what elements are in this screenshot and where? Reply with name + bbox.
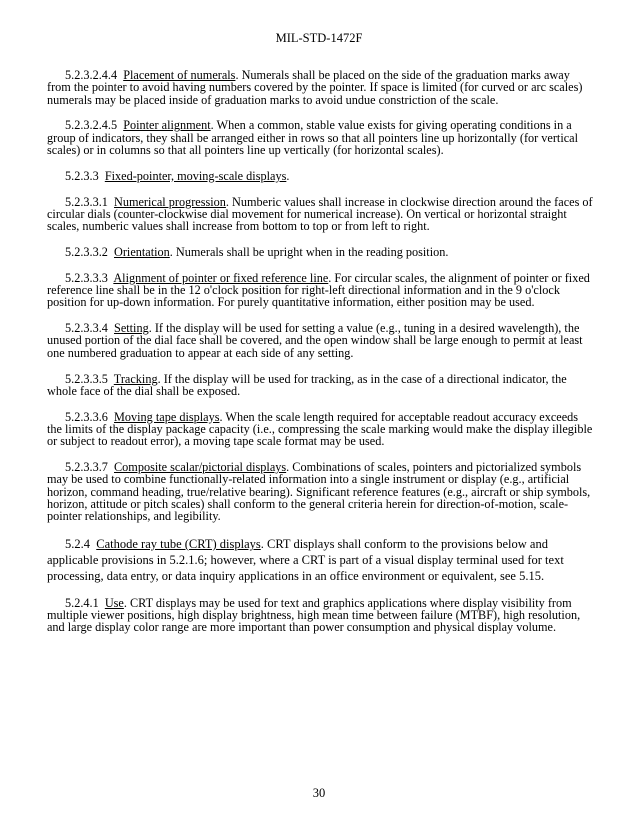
paragraph-5-2-3-3-6 — [47, 411, 593, 448]
section-text: . If the display will be used for tracking, as in the case of a directional indicator, the whole face of the dial shall be exposed. — [47, 371, 567, 398]
section-number: 5.2.3.2.4.4 — [65, 68, 118, 82]
document-body — [47, 69, 593, 647]
section-text: . Combinations of scales, pointers and pictorialized symbols may be used to combine functionally-related information into a single instrument or display (e.g., artificial horizon, command heading, true/relative bearing). Significant reference features (e.g., aircraft or ship symbols, horizon, attitude or pitch scales) shall conform to the general criteria herein for direction-of-motion, scale-pointer relationships, and legibility. — [47, 460, 591, 524]
section-text: . Numerals shall be upright when in the reading position. — [169, 244, 449, 259]
page-number: 30 — [312, 786, 326, 800]
section-heading: Pointer alignment — [123, 118, 211, 133]
paragraph-5-2-3-3-2 — [47, 246, 593, 258]
section-number: 5.2.3.3.6 — [65, 409, 108, 424]
paragraph-5-2-3-3-1 — [47, 196, 593, 233]
section-text: . For circular scales, the alignment of pointer or fixed reference line shall be in the 12 o'clock position for right-left directional information and in the 9 o'clock position for up-down information. For purely quantitative information, either position may be used. — [47, 270, 590, 310]
section-number: 5.2.3.3.5 — [65, 371, 108, 386]
section-number: 5.2.3.3.2 — [65, 244, 108, 259]
paragraph-5-2-3-3-5 — [47, 373, 593, 398]
paragraph-5-2-3-3-7 — [47, 461, 593, 522]
section-heading: Moving tape displays — [114, 409, 220, 424]
section-text: . CRT displays may be used for text and graphics applications where display visibility from multiple viewer positions, high display brightness, high mean time between failure (MTBF), high resolution, and large display color range are more important than power consumption and physical display volume. — [47, 595, 581, 635]
section-heading: Composite scalar/pictorial displays — [114, 460, 287, 475]
document-header: MIL-STD-1472F — [275, 31, 363, 45]
section-heading: Numerical progression — [114, 194, 226, 209]
section-number: 5.2.3.3.3 — [65, 270, 108, 285]
section-heading: Cathode ray tube (CRT) displays — [96, 537, 261, 552]
section-number: 5.2.3.3.4 — [65, 321, 108, 336]
paragraph-5-2-3-3 — [47, 170, 593, 182]
paragraph-5-2-4-1 — [47, 597, 593, 634]
section-heading: Placement of numerals — [123, 68, 236, 82]
section-number: 5.2.4.1 — [65, 595, 99, 610]
section-heading: Tracking — [113, 371, 158, 386]
section-number: 5.2.3.2.4.5 — [65, 118, 118, 133]
section-number: 5.2.3.3 — [65, 168, 99, 183]
section-text: . If the display will be used for setting a value (e.g., tuning in a desired wavelength), the unused portion of the dial face shall be covered, and the open window shall be large enough to permit at least one numbered graduation to appear at each side of any setting. — [47, 321, 583, 360]
section-number: 5.2.3.3.7 — [65, 460, 108, 475]
paragraph-5-2-3-2-4-4 — [47, 69, 593, 106]
section-heading: Alignment of pointer or fixed reference line — [113, 270, 329, 285]
section-text: . Numberic values shall increase in clockwise direction around the faces of circular dials (counter-clockwise dial movement for numerical increase). On vertical or horizontal straight scales, numberic values shall increase from bottom to top or from left to right. — [47, 194, 593, 234]
paragraph-5-2-3-3-4 — [47, 322, 593, 359]
section-number: 5.2.4 — [65, 537, 90, 552]
section-number: 5.2.3.3.1 — [65, 194, 108, 209]
section-text: . Numerals shall be placed on the side of the graduation marks away from the pointer to avoid having numbers covered by the pointer. If space is limited (for curved or arc scales) numerals may be placed inside of graduation marks to avoid undue constriction of the scale. — [47, 68, 583, 107]
paragraph-5-2-4 — [47, 536, 593, 585]
section-text: . When a common, stable value exists for giving operating conditions in a group of indicators, they shall be arranged either in rows so that all pointers line up horizontally (for vertical scales) or in columns so that all pointers line up vertically (for horizontal scales). — [47, 118, 579, 157]
section-text: . — [286, 168, 290, 183]
section-text: . When the scale length required for acceptable readout accuracy exceeds the limits of the display package capacity (i.e., compressing the scale marking would make the display illegible or subject to readout error), a moving tape scale format may be used. — [47, 409, 593, 449]
section-text: . CRT displays shall conform to the provisions below and applicable provisions in 5.2.1.6; however, where a CRT is part of a visual display terminal used for text processing, data entry, or data inquiry applications in an office environment or equivalent, see 5.15. — [47, 537, 564, 584]
section-heading: Fixed-pointer, moving-scale displays — [104, 168, 287, 183]
paragraph-5-2-3-2-4-5 — [47, 119, 593, 156]
section-heading: Orientation — [114, 244, 170, 259]
section-heading: Setting — [114, 321, 149, 336]
paragraph-5-2-3-3-3 — [47, 272, 593, 309]
section-heading: Use — [104, 595, 124, 610]
